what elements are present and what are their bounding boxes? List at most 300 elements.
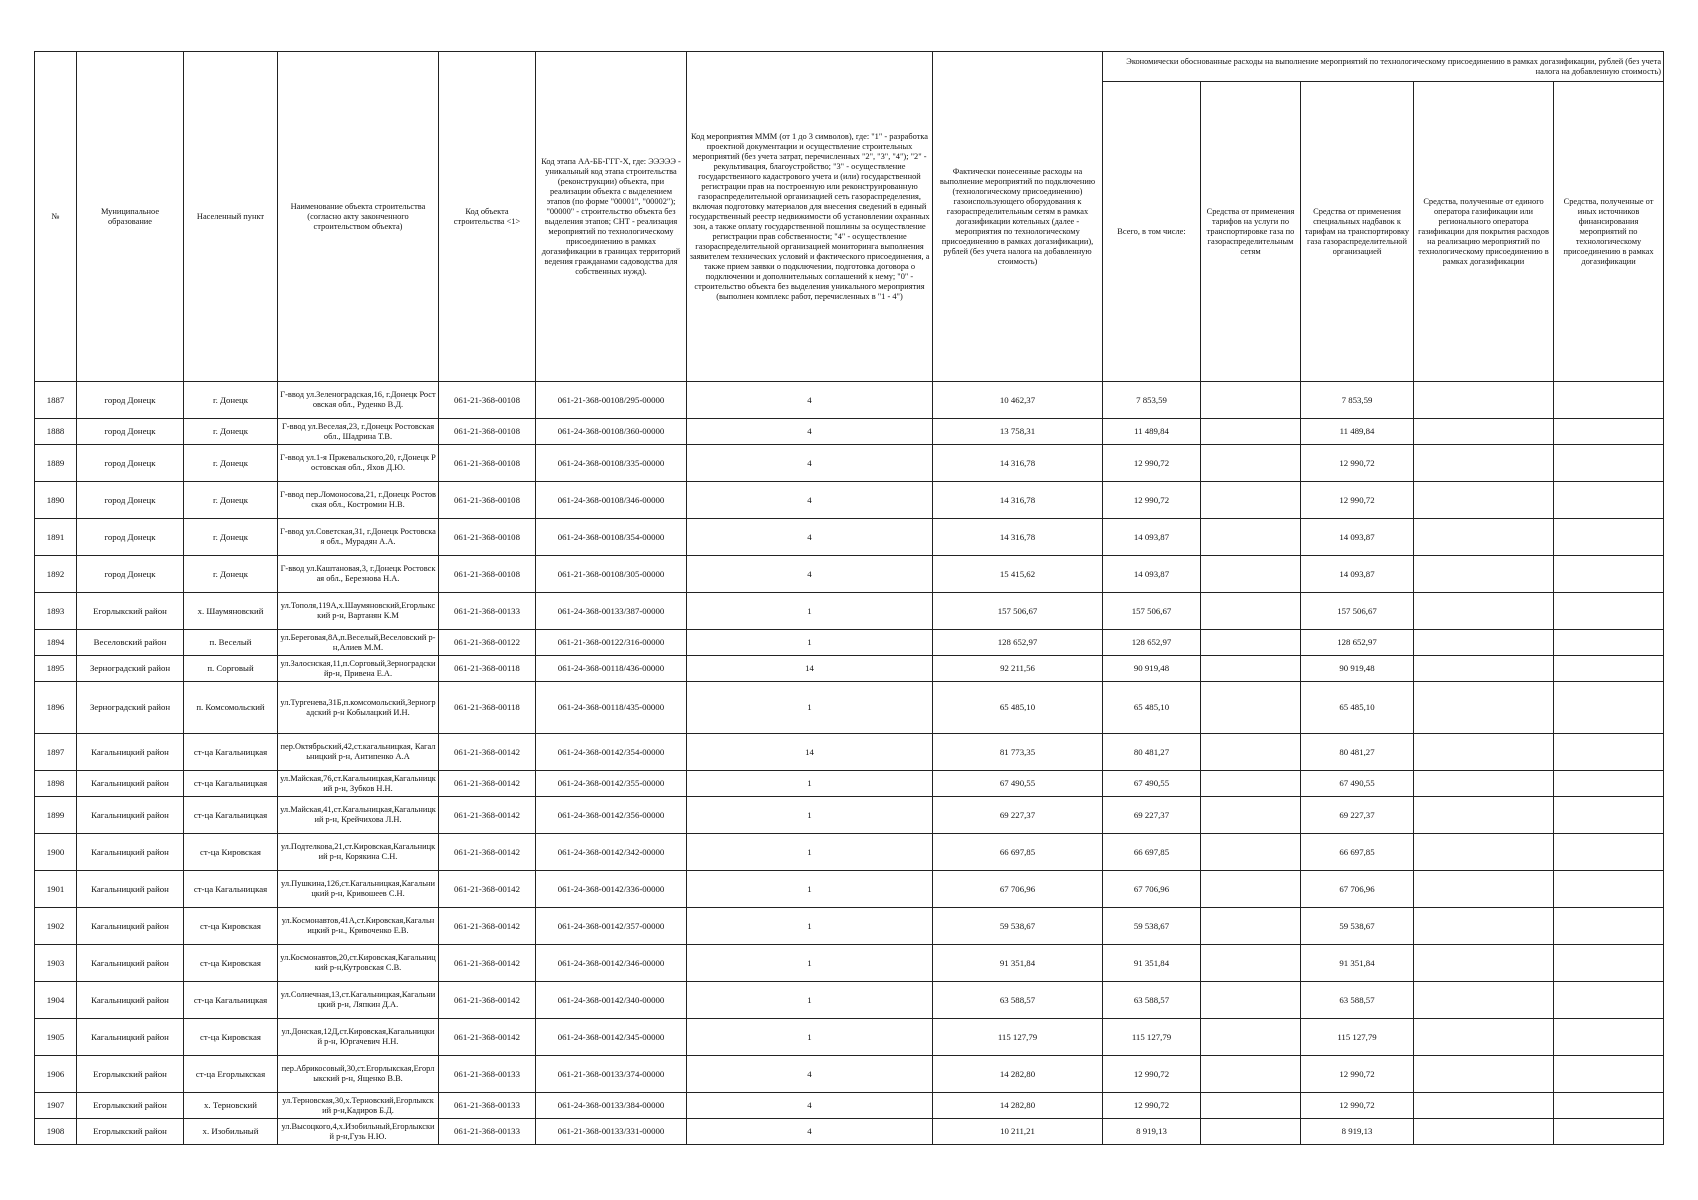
row-municipality: Кагальницкий район: [77, 734, 184, 771]
row-object-code: 061-21-368-00142: [439, 797, 536, 834]
header-other-sources: Средства, полученные от иных источников финансирования мероприятий по технологическому присоединению в рамках догазификации: [1554, 82, 1664, 382]
row-number: 1894: [35, 630, 77, 656]
row-tariff-transport: [1201, 771, 1301, 797]
row-activity-code: 4: [687, 519, 933, 556]
row-actual-costs: 13 758,31: [933, 419, 1103, 445]
row-stage-code: 061-24-368-00142/355-00000: [536, 771, 687, 797]
header-special-markups: Средства от применения специальных надбавок к тарифам на транспортировку газа газораспределительной организацией: [1301, 82, 1414, 382]
row-tariff-transport: [1201, 1119, 1301, 1145]
row-operator-funds: [1414, 908, 1554, 945]
row-tariff-transport: [1201, 682, 1301, 734]
row-total: 12 990,72: [1103, 445, 1201, 482]
row-settlement: ст-ца Кировская: [184, 945, 278, 982]
row-total: 63 588,57: [1103, 982, 1201, 1019]
row-actual-costs: 10 211,21: [933, 1119, 1103, 1145]
table-row: [35, 797, 1664, 834]
row-tariff-transport: [1201, 382, 1301, 419]
row-object-code: 061-21-368-00108: [439, 519, 536, 556]
row-object-name: ул.Пушкина,126,ст.Кагальницкая,Кагальницкий р-н, Кривошеев С.Н.: [278, 871, 439, 908]
row-activity-code: 4: [687, 382, 933, 419]
row-special-markups: 157 506,67: [1301, 593, 1414, 630]
row-tariff-transport: [1201, 908, 1301, 945]
row-object-name: ул.Донская,12Д,ст.Кировская,Кагальницкий р-н, Юргачевич Н.Н.: [278, 1019, 439, 1056]
row-tariff-transport: [1201, 519, 1301, 556]
row-other-sources: [1554, 1056, 1664, 1093]
row-operator-funds: [1414, 519, 1554, 556]
table-row: [35, 1056, 1664, 1093]
row-tariff-transport: [1201, 945, 1301, 982]
row-total: 65 485,10: [1103, 682, 1201, 734]
row-activity-code: 1: [687, 908, 933, 945]
row-operator-funds: [1414, 1119, 1554, 1145]
row-object-name: Г-ввод ул.Каштановая,3, г.Донецк Ростовская обл., Березнова Н.А.: [278, 556, 439, 593]
row-total: 59 538,67: [1103, 908, 1201, 945]
row-actual-costs: 15 415,62: [933, 556, 1103, 593]
row-activity-code: 1: [687, 797, 933, 834]
row-number: 1898: [35, 771, 77, 797]
row-operator-funds: [1414, 1093, 1554, 1119]
row-other-sources: [1554, 871, 1664, 908]
row-number: 1900: [35, 834, 77, 871]
row-stage-code: 061-24-368-00118/435-00000: [536, 682, 687, 734]
row-activity-code: 1: [687, 630, 933, 656]
row-operator-funds: [1414, 1056, 1554, 1093]
row-stage-code: 061-24-368-00142/346-00000: [536, 945, 687, 982]
row-other-sources: [1554, 682, 1664, 734]
row-other-sources: [1554, 419, 1664, 445]
row-object-code: 061-21-368-00118: [439, 682, 536, 734]
header-no: №: [35, 52, 77, 382]
row-stage-code: 061-21-368-00108/295-00000: [536, 382, 687, 419]
row-object-code: 061-21-368-00133: [439, 1093, 536, 1119]
header-object-name: Наименование объекта строительства (согласно акту законченного строительством объекта): [278, 52, 439, 382]
row-activity-code: 4: [687, 1119, 933, 1145]
header-activity-code: Код мероприятия МММ (от 1 до 3 символов), где: "1" - разработка проектной документации и осуществление строительных мероприятий (без учета затрат, перечисленных "2", "3", "4"); "2" - рекультивация, благоустройство; "3" - осуществление государственного кадастрового учета и (или) государственной регистрации прав на построенную или реконструированную газораспределительной организацией сеть газораспределения, включая подготовку материалов для внесения сведений в единый государственный реестр недвижимости об установлении охранных зон, а также оплату государственной пошлины за осуществление регистрации прав собственности; "4" - осуществление газораспределительной организацией мониторинга выполнения заявителем технических условий и фактического присоединения, а также прием заявки о подключении, подготовка договора о подключении и дополнительных соглашений к нему; "0" - строительство объекта без выделения уникального мероприятия (выполнен комплекс работ, перечисленных в "1 - 4"): [687, 52, 933, 382]
row-other-sources: [1554, 908, 1664, 945]
header-operator-funds: Средства, полученные от единого оператора газификации или регионального оператора газификации для покрытия расходов на реализацию мероприятий по технологическому присоединению в рамках догазификации: [1414, 82, 1554, 382]
row-actual-costs: 115 127,79: [933, 1019, 1103, 1056]
row-tariff-transport: [1201, 734, 1301, 771]
row-operator-funds: [1414, 734, 1554, 771]
row-other-sources: [1554, 382, 1664, 419]
row-total: 69 227,37: [1103, 797, 1201, 834]
table-row: [35, 656, 1664, 682]
row-total: 66 697,85: [1103, 834, 1201, 871]
header-stage-code: Код этапа АА-ББ-ГГГ-Х, где: ЭЭЭЭЭ - уникальный код этапа строительства (реконструкции) объекта, при реализации объекта с выделением этапов (по форме "00001", "00002"); "00000" - строительство объекта без выделения этапов; СНТ - реализация мероприятий по технологическому присоединению в рамках догазификации в границах территорий ведения гражданами садоводства для собственных нужд).: [536, 52, 687, 382]
row-municipality: Егорлыкский район: [77, 1093, 184, 1119]
header-actual-costs: Фактически понесенные расходы на выполнение мероприятий по подключению (технологическому присоединению) газоиспользующего оборудования к газораспределительным сетям в рамках догазификации котельных (далее - мероприятия по технологическому присоединению в рамках догазификации), рублей (без учета налога на добавленную стоимость): [933, 52, 1103, 382]
row-other-sources: [1554, 593, 1664, 630]
header-tariff-transport: Средства от применения тарифов на услуги по транспортировке газа по газораспределительным сетям: [1201, 82, 1301, 382]
row-total: 128 652,97: [1103, 630, 1201, 656]
row-settlement: ст-ца Кировская: [184, 834, 278, 871]
row-activity-code: 1: [687, 771, 933, 797]
row-object-name: ул.Космонавтов,20,ст.Кировская,Кагальницкий р-н,Кутровская С.В.: [278, 945, 439, 982]
row-special-markups: 14 093,87: [1301, 556, 1414, 593]
header-econ-group: Экономически обоснованные расходы на выполнение мероприятий по технологическому присоединению в рамках догазификации, рублей (без учета налога на добавленную стоимость): [1103, 52, 1664, 82]
row-total: 67 490,55: [1103, 771, 1201, 797]
row-special-markups: 63 588,57: [1301, 982, 1414, 1019]
row-object-name: ул.Залоснская,11,п.Сорговый,Зерноградскийр-н, Привена Е.А.: [278, 656, 439, 682]
row-number: 1908: [35, 1119, 77, 1145]
row-settlement: п. Веселый: [184, 630, 278, 656]
row-actual-costs: 14 282,80: [933, 1093, 1103, 1119]
row-object-code: 061-21-368-00122: [439, 630, 536, 656]
row-object-code: 061-21-368-00142: [439, 945, 536, 982]
row-activity-code: 1: [687, 945, 933, 982]
table-row: [35, 482, 1664, 519]
row-object-name: ул.Терновская,30,х.Терновский,Егорлыкский р-н,Кадиров Б.Д.: [278, 1093, 439, 1119]
row-settlement: п. Комсомольский: [184, 682, 278, 734]
row-other-sources: [1554, 630, 1664, 656]
table-row: [35, 871, 1664, 908]
table-row: [35, 1119, 1664, 1145]
header-municipality: Муниципальное образование: [77, 52, 184, 382]
row-municipality: город Донецк: [77, 556, 184, 593]
row-activity-code: 4: [687, 482, 933, 519]
row-other-sources: [1554, 445, 1664, 482]
row-tariff-transport: [1201, 982, 1301, 1019]
row-stage-code: 061-24-368-00108/360-00000: [536, 419, 687, 445]
header-total: Всего, в том числе:: [1103, 82, 1201, 382]
row-municipality: Егорлыкский район: [77, 593, 184, 630]
row-settlement: ст-ца Кировская: [184, 1019, 278, 1056]
row-object-name: ул.Береговая,8А,п.Веселый,Веселовский р-н,Алиев М.М.: [278, 630, 439, 656]
row-operator-funds: [1414, 982, 1554, 1019]
row-operator-funds: [1414, 593, 1554, 630]
row-total: 67 706,96: [1103, 871, 1201, 908]
row-stage-code: 061-24-368-00108/354-00000: [536, 519, 687, 556]
row-settlement: г. Донецк: [184, 382, 278, 419]
table-row: [35, 445, 1664, 482]
row-municipality: Егорлыкский район: [77, 1119, 184, 1145]
row-number: 1895: [35, 656, 77, 682]
row-number: 1887: [35, 382, 77, 419]
row-total: 157 506,67: [1103, 593, 1201, 630]
row-activity-code: 1: [687, 834, 933, 871]
row-total: 80 481,27: [1103, 734, 1201, 771]
row-activity-code: 4: [687, 419, 933, 445]
row-other-sources: [1554, 797, 1664, 834]
row-total: 12 990,72: [1103, 1056, 1201, 1093]
row-operator-funds: [1414, 871, 1554, 908]
table-row: [35, 630, 1664, 656]
row-operator-funds: [1414, 797, 1554, 834]
row-object-name: ул.Высоцкого,4,х.Изобильный,Егорлыкский р-н,Гузь Н.Ю.: [278, 1119, 439, 1145]
row-object-code: 061-21-368-00142: [439, 771, 536, 797]
row-settlement: ст-ца Кагальницкая: [184, 734, 278, 771]
row-other-sources: [1554, 734, 1664, 771]
row-special-markups: 80 481,27: [1301, 734, 1414, 771]
row-municipality: Егорлыкский район: [77, 1056, 184, 1093]
row-activity-code: 1: [687, 1019, 933, 1056]
row-object-name: ул.Подтелкова,21,ст.Кировская,Кагальницкий р-н, Корякина С.Н.: [278, 834, 439, 871]
table-row: [35, 593, 1664, 630]
row-special-markups: 11 489,84: [1301, 419, 1414, 445]
header-settlement: Населенный пункт: [184, 52, 278, 382]
row-object-code: 061-21-368-00133: [439, 1119, 536, 1145]
row-total: 90 919,48: [1103, 656, 1201, 682]
row-municipality: Кагальницкий район: [77, 797, 184, 834]
row-special-markups: 90 919,48: [1301, 656, 1414, 682]
row-tariff-transport: [1201, 656, 1301, 682]
row-total: 12 990,72: [1103, 1093, 1201, 1119]
row-total: 8 919,13: [1103, 1119, 1201, 1145]
row-object-code: 061-21-368-00142: [439, 982, 536, 1019]
row-object-code: 061-21-368-00133: [439, 1056, 536, 1093]
row-tariff-transport: [1201, 797, 1301, 834]
row-stage-code: 061-24-368-00108/346-00000: [536, 482, 687, 519]
row-actual-costs: 81 773,35: [933, 734, 1103, 771]
row-municipality: город Донецк: [77, 519, 184, 556]
row-tariff-transport: [1201, 1056, 1301, 1093]
row-object-code: 061-21-368-00133: [439, 593, 536, 630]
row-municipality: Кагальницкий район: [77, 834, 184, 871]
row-tariff-transport: [1201, 1093, 1301, 1119]
row-settlement: г. Донецк: [184, 482, 278, 519]
row-stage-code: 061-24-368-00142/356-00000: [536, 797, 687, 834]
row-number: 1892: [35, 556, 77, 593]
row-operator-funds: [1414, 382, 1554, 419]
row-municipality: город Донецк: [77, 382, 184, 419]
row-municipality: Кагальницкий район: [77, 945, 184, 982]
row-special-markups: 67 706,96: [1301, 871, 1414, 908]
row-settlement: ст-ца Кагальницкая: [184, 982, 278, 1019]
row-operator-funds: [1414, 682, 1554, 734]
row-number: 1896: [35, 682, 77, 734]
row-special-markups: 12 990,72: [1301, 445, 1414, 482]
row-operator-funds: [1414, 945, 1554, 982]
row-object-code: 061-21-368-00108: [439, 482, 536, 519]
row-object-name: пер.Абрикосовый,30,ст.Егорлыкская,Егорлыкский р-н, Ященко В.В.: [278, 1056, 439, 1093]
row-activity-code: 1: [687, 982, 933, 1019]
row-settlement: ст-ца Кагальницкая: [184, 871, 278, 908]
row-operator-funds: [1414, 771, 1554, 797]
row-actual-costs: 91 351,84: [933, 945, 1103, 982]
row-municipality: Кагальницкий район: [77, 771, 184, 797]
row-municipality: Кагальницкий район: [77, 871, 184, 908]
row-operator-funds: [1414, 656, 1554, 682]
row-municipality: Зерноградский район: [77, 682, 184, 734]
row-number: 1902: [35, 908, 77, 945]
row-operator-funds: [1414, 630, 1554, 656]
row-activity-code: 14: [687, 656, 933, 682]
row-other-sources: [1554, 834, 1664, 871]
row-special-markups: 7 853,59: [1301, 382, 1414, 419]
row-actual-costs: 69 227,37: [933, 797, 1103, 834]
row-settlement: ст-ца Кагальницкая: [184, 797, 278, 834]
row-settlement: х. Изобильный: [184, 1119, 278, 1145]
row-tariff-transport: [1201, 630, 1301, 656]
row-stage-code: 061-24-368-00142/354-00000: [536, 734, 687, 771]
row-object-name: ул.Майская,41,ст.Кагальницкая,Кагальницкий р-н, Крейчихова Л.Н.: [278, 797, 439, 834]
row-special-markups: 69 227,37: [1301, 797, 1414, 834]
row-activity-code: 1: [687, 593, 933, 630]
table-row: [35, 419, 1664, 445]
row-total: 12 990,72: [1103, 482, 1201, 519]
row-actual-costs: 128 652,97: [933, 630, 1103, 656]
row-stage-code: 061-24-368-00133/384-00000: [536, 1093, 687, 1119]
row-stage-code: 061-24-368-00118/436-00000: [536, 656, 687, 682]
row-special-markups: 66 697,85: [1301, 834, 1414, 871]
row-stage-code: 061-21-368-00133/331-00000: [536, 1119, 687, 1145]
data-table: [34, 51, 1664, 1145]
row-tariff-transport: [1201, 419, 1301, 445]
table-row: [35, 945, 1664, 982]
row-tariff-transport: [1201, 593, 1301, 630]
table-row: [35, 1093, 1664, 1119]
row-actual-costs: 67 706,96: [933, 871, 1103, 908]
row-object-code: 061-21-368-00108: [439, 382, 536, 419]
row-object-name: Г-ввод ул.Зеленоградская,16, г.Донецк Ростовская обл., Руденко В.Д.: [278, 382, 439, 419]
row-settlement: г. Донецк: [184, 519, 278, 556]
row-number: 1889: [35, 445, 77, 482]
row-total: 91 351,84: [1103, 945, 1201, 982]
row-municipality: город Донецк: [77, 482, 184, 519]
row-settlement: г. Донецк: [184, 556, 278, 593]
row-object-name: ул.Космонавтов,41А,ст.Кировская,Кагальницкий р-н., Кривоченко Е.В.: [278, 908, 439, 945]
row-stage-code: 061-24-368-00133/387-00000: [536, 593, 687, 630]
row-number: 1903: [35, 945, 77, 982]
row-tariff-transport: [1201, 556, 1301, 593]
row-operator-funds: [1414, 482, 1554, 519]
table-row: [35, 908, 1664, 945]
row-actual-costs: 63 588,57: [933, 982, 1103, 1019]
row-number: 1905: [35, 1019, 77, 1056]
row-actual-costs: 14 316,78: [933, 519, 1103, 556]
row-object-code: 061-21-368-00142: [439, 834, 536, 871]
row-settlement: х. Терновский: [184, 1093, 278, 1119]
row-special-markups: 12 990,72: [1301, 1093, 1414, 1119]
row-actual-costs: 14 316,78: [933, 445, 1103, 482]
row-other-sources: [1554, 656, 1664, 682]
table-row: [35, 1019, 1664, 1056]
row-object-name: ул.Тополя,119А,х.Шаумяновский,Егорлыкский р-н, Вартанян К.М: [278, 593, 439, 630]
row-total: 14 093,87: [1103, 556, 1201, 593]
row-object-code: 061-21-368-00108: [439, 445, 536, 482]
row-special-markups: 12 990,72: [1301, 482, 1414, 519]
row-activity-code: 14: [687, 734, 933, 771]
row-municipality: Зерноградский район: [77, 656, 184, 682]
row-object-code: 061-21-368-00142: [439, 1019, 536, 1056]
row-special-markups: 59 538,67: [1301, 908, 1414, 945]
row-special-markups: 67 490,55: [1301, 771, 1414, 797]
row-object-name: Г-ввод ул.Веселая,23, г.Донецк Ростовская обл., Шадрина Т.В.: [278, 419, 439, 445]
row-total: 11 489,84: [1103, 419, 1201, 445]
row-settlement: ст-ца Кировская: [184, 908, 278, 945]
row-other-sources: [1554, 556, 1664, 593]
row-stage-code: 061-24-368-00142/340-00000: [536, 982, 687, 1019]
row-object-name: пер.Октябрьский,42,ст.кагальницкая, Кагальницкий р-н, Антипенко А.А: [278, 734, 439, 771]
row-tariff-transport: [1201, 1019, 1301, 1056]
row-actual-costs: 14 282,80: [933, 1056, 1103, 1093]
row-stage-code: 061-24-368-00142/336-00000: [536, 871, 687, 908]
row-other-sources: [1554, 1119, 1664, 1145]
row-other-sources: [1554, 482, 1664, 519]
table-row: [35, 556, 1664, 593]
row-settlement: х. Шаумяновский: [184, 593, 278, 630]
table-row: [35, 734, 1664, 771]
row-actual-costs: 14 316,78: [933, 482, 1103, 519]
row-stage-code: 061-24-368-00142/342-00000: [536, 834, 687, 871]
row-actual-costs: 66 697,85: [933, 834, 1103, 871]
row-other-sources: [1554, 1093, 1664, 1119]
row-special-markups: 115 127,79: [1301, 1019, 1414, 1056]
row-other-sources: [1554, 771, 1664, 797]
row-object-name: Г-ввод пер.Ломоносова,21, г.Донецк Ростовская обл., Костромин Н.В.: [278, 482, 439, 519]
row-settlement: ст-ца Кагальницкая: [184, 771, 278, 797]
table-row: [35, 382, 1664, 419]
row-stage-code: 061-21-368-00108/305-00000: [536, 556, 687, 593]
row-total: 7 853,59: [1103, 382, 1201, 419]
row-other-sources: [1554, 519, 1664, 556]
row-municipality: Кагальницкий район: [77, 982, 184, 1019]
row-municipality: Веселовский район: [77, 630, 184, 656]
row-object-code: 061-21-368-00108: [439, 556, 536, 593]
row-activity-code: 4: [687, 445, 933, 482]
row-actual-costs: 157 506,67: [933, 593, 1103, 630]
row-actual-costs: 92 211,56: [933, 656, 1103, 682]
row-stage-code: 061-24-368-00142/357-00000: [536, 908, 687, 945]
row-activity-code: 4: [687, 1056, 933, 1093]
row-other-sources: [1554, 982, 1664, 1019]
table-row: [35, 771, 1664, 797]
row-operator-funds: [1414, 1019, 1554, 1056]
row-actual-costs: 59 538,67: [933, 908, 1103, 945]
row-settlement: п. Сорговый: [184, 656, 278, 682]
row-municipality: Кагальницкий район: [77, 908, 184, 945]
table-row: [35, 682, 1664, 734]
row-number: 1893: [35, 593, 77, 630]
row-object-code: 061-21-368-00142: [439, 908, 536, 945]
row-municipality: город Донецк: [77, 419, 184, 445]
row-special-markups: 14 093,87: [1301, 519, 1414, 556]
row-number: 1888: [35, 419, 77, 445]
table-row: [35, 834, 1664, 871]
row-tariff-transport: [1201, 445, 1301, 482]
row-actual-costs: 67 490,55: [933, 771, 1103, 797]
row-special-markups: 65 485,10: [1301, 682, 1414, 734]
row-special-markups: 91 351,84: [1301, 945, 1414, 982]
row-object-code: 061-21-368-00142: [439, 871, 536, 908]
row-number: 1897: [35, 734, 77, 771]
row-number: 1906: [35, 1056, 77, 1093]
row-number: 1907: [35, 1093, 77, 1119]
row-total: 115 127,79: [1103, 1019, 1201, 1056]
row-object-name: ул.Солнечная,13,ст.Кагальницкая,Кагальницкий р-н, Ляпкин Д.А.: [278, 982, 439, 1019]
row-stage-code: 061-21-368-00122/316-00000: [536, 630, 687, 656]
row-operator-funds: [1414, 419, 1554, 445]
row-object-name: ул.Тургенева,31Б,п.комсомольский,Зерноградский р-н Кобылацкий И.Н.: [278, 682, 439, 734]
row-activity-code: 1: [687, 871, 933, 908]
row-object-name: Г-ввод ул.1-я Пржевальского,20, г.Донецк Ростовская обл., Яхов Д.Ю.: [278, 445, 439, 482]
row-activity-code: 4: [687, 1093, 933, 1119]
table-row: [35, 519, 1664, 556]
row-special-markups: 128 652,97: [1301, 630, 1414, 656]
row-tariff-transport: [1201, 871, 1301, 908]
row-settlement: г. Донецк: [184, 419, 278, 445]
row-operator-funds: [1414, 556, 1554, 593]
row-tariff-transport: [1201, 834, 1301, 871]
row-object-code: 061-21-368-00118: [439, 656, 536, 682]
row-number: 1901: [35, 871, 77, 908]
row-operator-funds: [1414, 834, 1554, 871]
row-actual-costs: 10 462,37: [933, 382, 1103, 419]
row-object-code: 061-21-368-00108: [439, 419, 536, 445]
row-number: 1891: [35, 519, 77, 556]
row-special-markups: 8 919,13: [1301, 1119, 1414, 1145]
row-number: 1890: [35, 482, 77, 519]
